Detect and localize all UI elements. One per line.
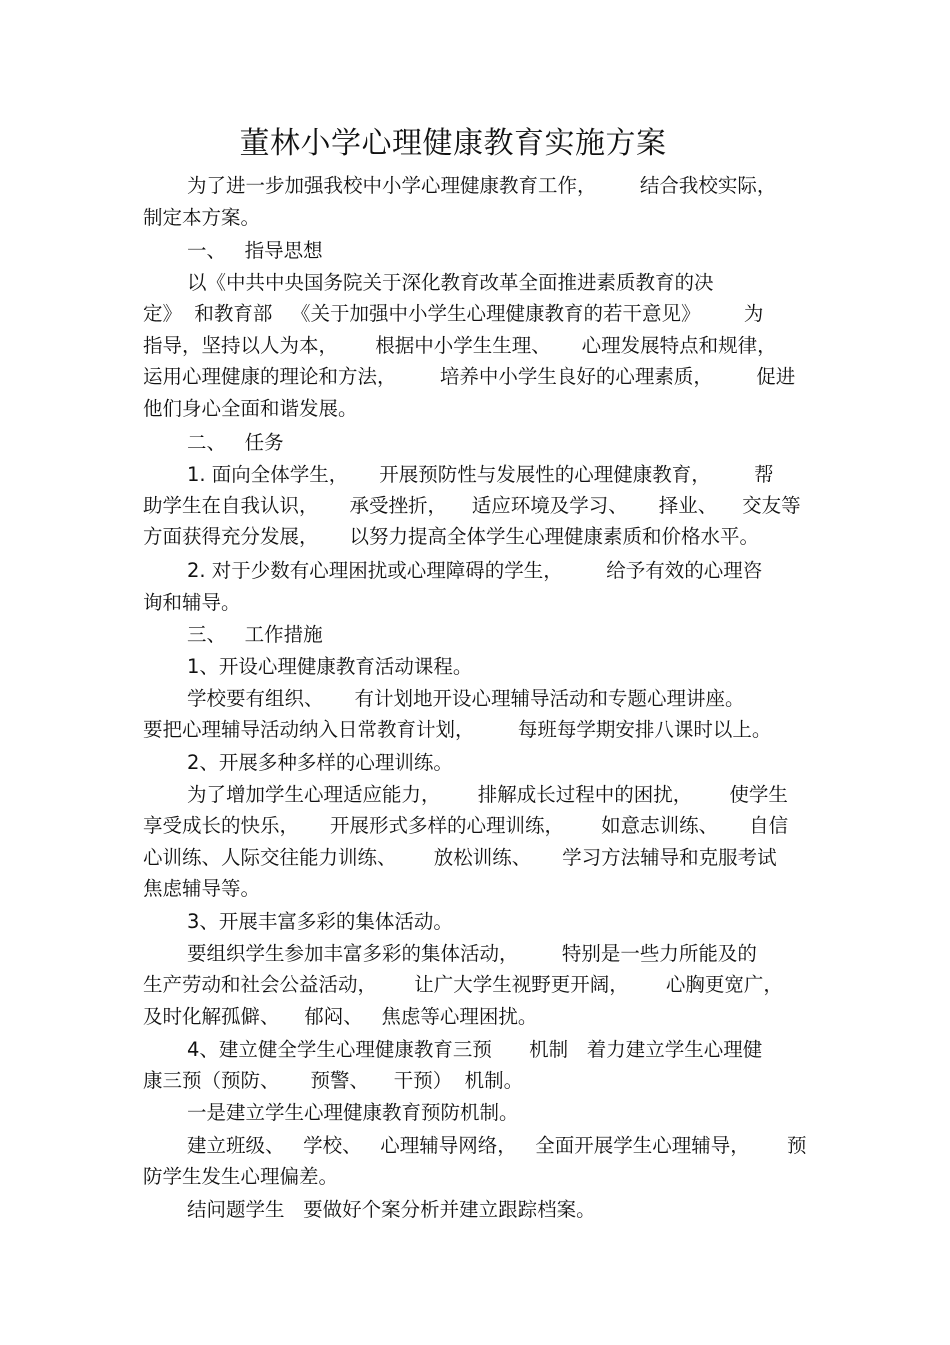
paragraph-line: 为了进一步加强我校中小学心理健康教育工作， 结合我校实际， xyxy=(187,174,777,197)
paragraph-line: 及时化解孤僻、 郁闷、 焦虑等心理困扰。 xyxy=(143,1005,538,1028)
paragraph-line: 他们身心全面和谐发展。 xyxy=(143,397,358,420)
paragraph-line: 2. 对于少数有心理困扰或心理障碍的学生， 给予有效的心理咨 xyxy=(187,559,763,582)
paragraph-line: 要把心理辅导活动纳入日常教育计划， 每班每学期安排八课时以上。 xyxy=(143,718,772,741)
paragraph-line: 定》 和教育部 《关于加强中小学生心理健康教育的若干意见》 为 xyxy=(143,302,764,325)
paragraph-line: 方面获得充分发展， 以努力提高全体学生心理健康素质和价格水平。 xyxy=(143,525,759,548)
paragraph-line: 学校要有组织、 有计划地开设心理辅导活动和专题心理讲座。 xyxy=(187,687,745,710)
paragraph-line: 指导，坚持以人为本， 根据中小学生生理、 心理发展特点和规律， xyxy=(143,334,777,357)
paragraph-line: 防学生发生心理偏差。 xyxy=(143,1165,339,1188)
paragraph-line: 建立班级、 学校、 心理辅导网络， 全面开展学生心理辅导， 预 xyxy=(187,1134,807,1157)
paragraph-line: 制定本方案。 xyxy=(143,206,261,229)
page-title: 董林小学心理健康教育实施方案 xyxy=(239,126,667,161)
subsection-heading: 4、建立健全学生心理健康教育三预 机制 着力建立学生心理健 xyxy=(187,1038,763,1061)
section-heading: 三、 工作措施 xyxy=(187,623,323,646)
paragraph-line: 一是建立学生心理健康教育预防机制。 xyxy=(187,1101,519,1124)
paragraph-line: 要组织学生参加丰富多彩的集体活动， 特别是一些力所能及的 xyxy=(187,942,757,965)
paragraph-line: 以《中共中央国务院关于深化教育改革全面推进素质教育的决 xyxy=(187,271,714,294)
paragraph-line: 享受成长的快乐， 开展形式多样的心理训练， 如意志训练、 自信 xyxy=(143,814,789,837)
subsection-heading: 1、开设心理健康教育活动课程。 xyxy=(187,655,473,678)
subsection-heading: 2、开展多种多样的心理训练。 xyxy=(187,751,453,774)
paragraph-line: 心训练、人际交往能力训练、 放松训练、 学习方法辅导和克服考试 xyxy=(143,846,777,869)
paragraph-line: 生产劳动和社会公益活动， 让广大学生视野更开阔， 心胸更宽广， xyxy=(143,973,783,996)
paragraph-line: 助学生在自我认识， 承受挫折， 适应环境及学习、 择业、 交友等 xyxy=(143,494,801,517)
paragraph-line: 1. 面向全体学生， 开展预防性与发展性的心理健康教育， 帮 xyxy=(187,463,774,486)
section-heading: 一、 指导思想 xyxy=(187,239,323,262)
paragraph-line: 焦虑辅导等。 xyxy=(143,877,261,900)
paragraph-line: 询和辅导。 xyxy=(143,591,241,614)
paragraph-line: 结问题学生 要做好个案分析并建立跟踪档案。 xyxy=(187,1198,596,1221)
subsection-heading: 3、开展丰富多彩的集体活动。 xyxy=(187,910,453,933)
section-heading: 二、 任务 xyxy=(187,431,284,454)
paragraph-line: 为了增加学生心理适应能力， 排解成长过程中的困扰， 使学生 xyxy=(187,783,788,806)
paragraph-line: 运用心理健康的理论和方法， 培养中小学生良好的心理素质， 促进 xyxy=(143,365,796,388)
paragraph-line: 康三预（预防、 预警、 干预） 机制。 xyxy=(143,1069,524,1092)
